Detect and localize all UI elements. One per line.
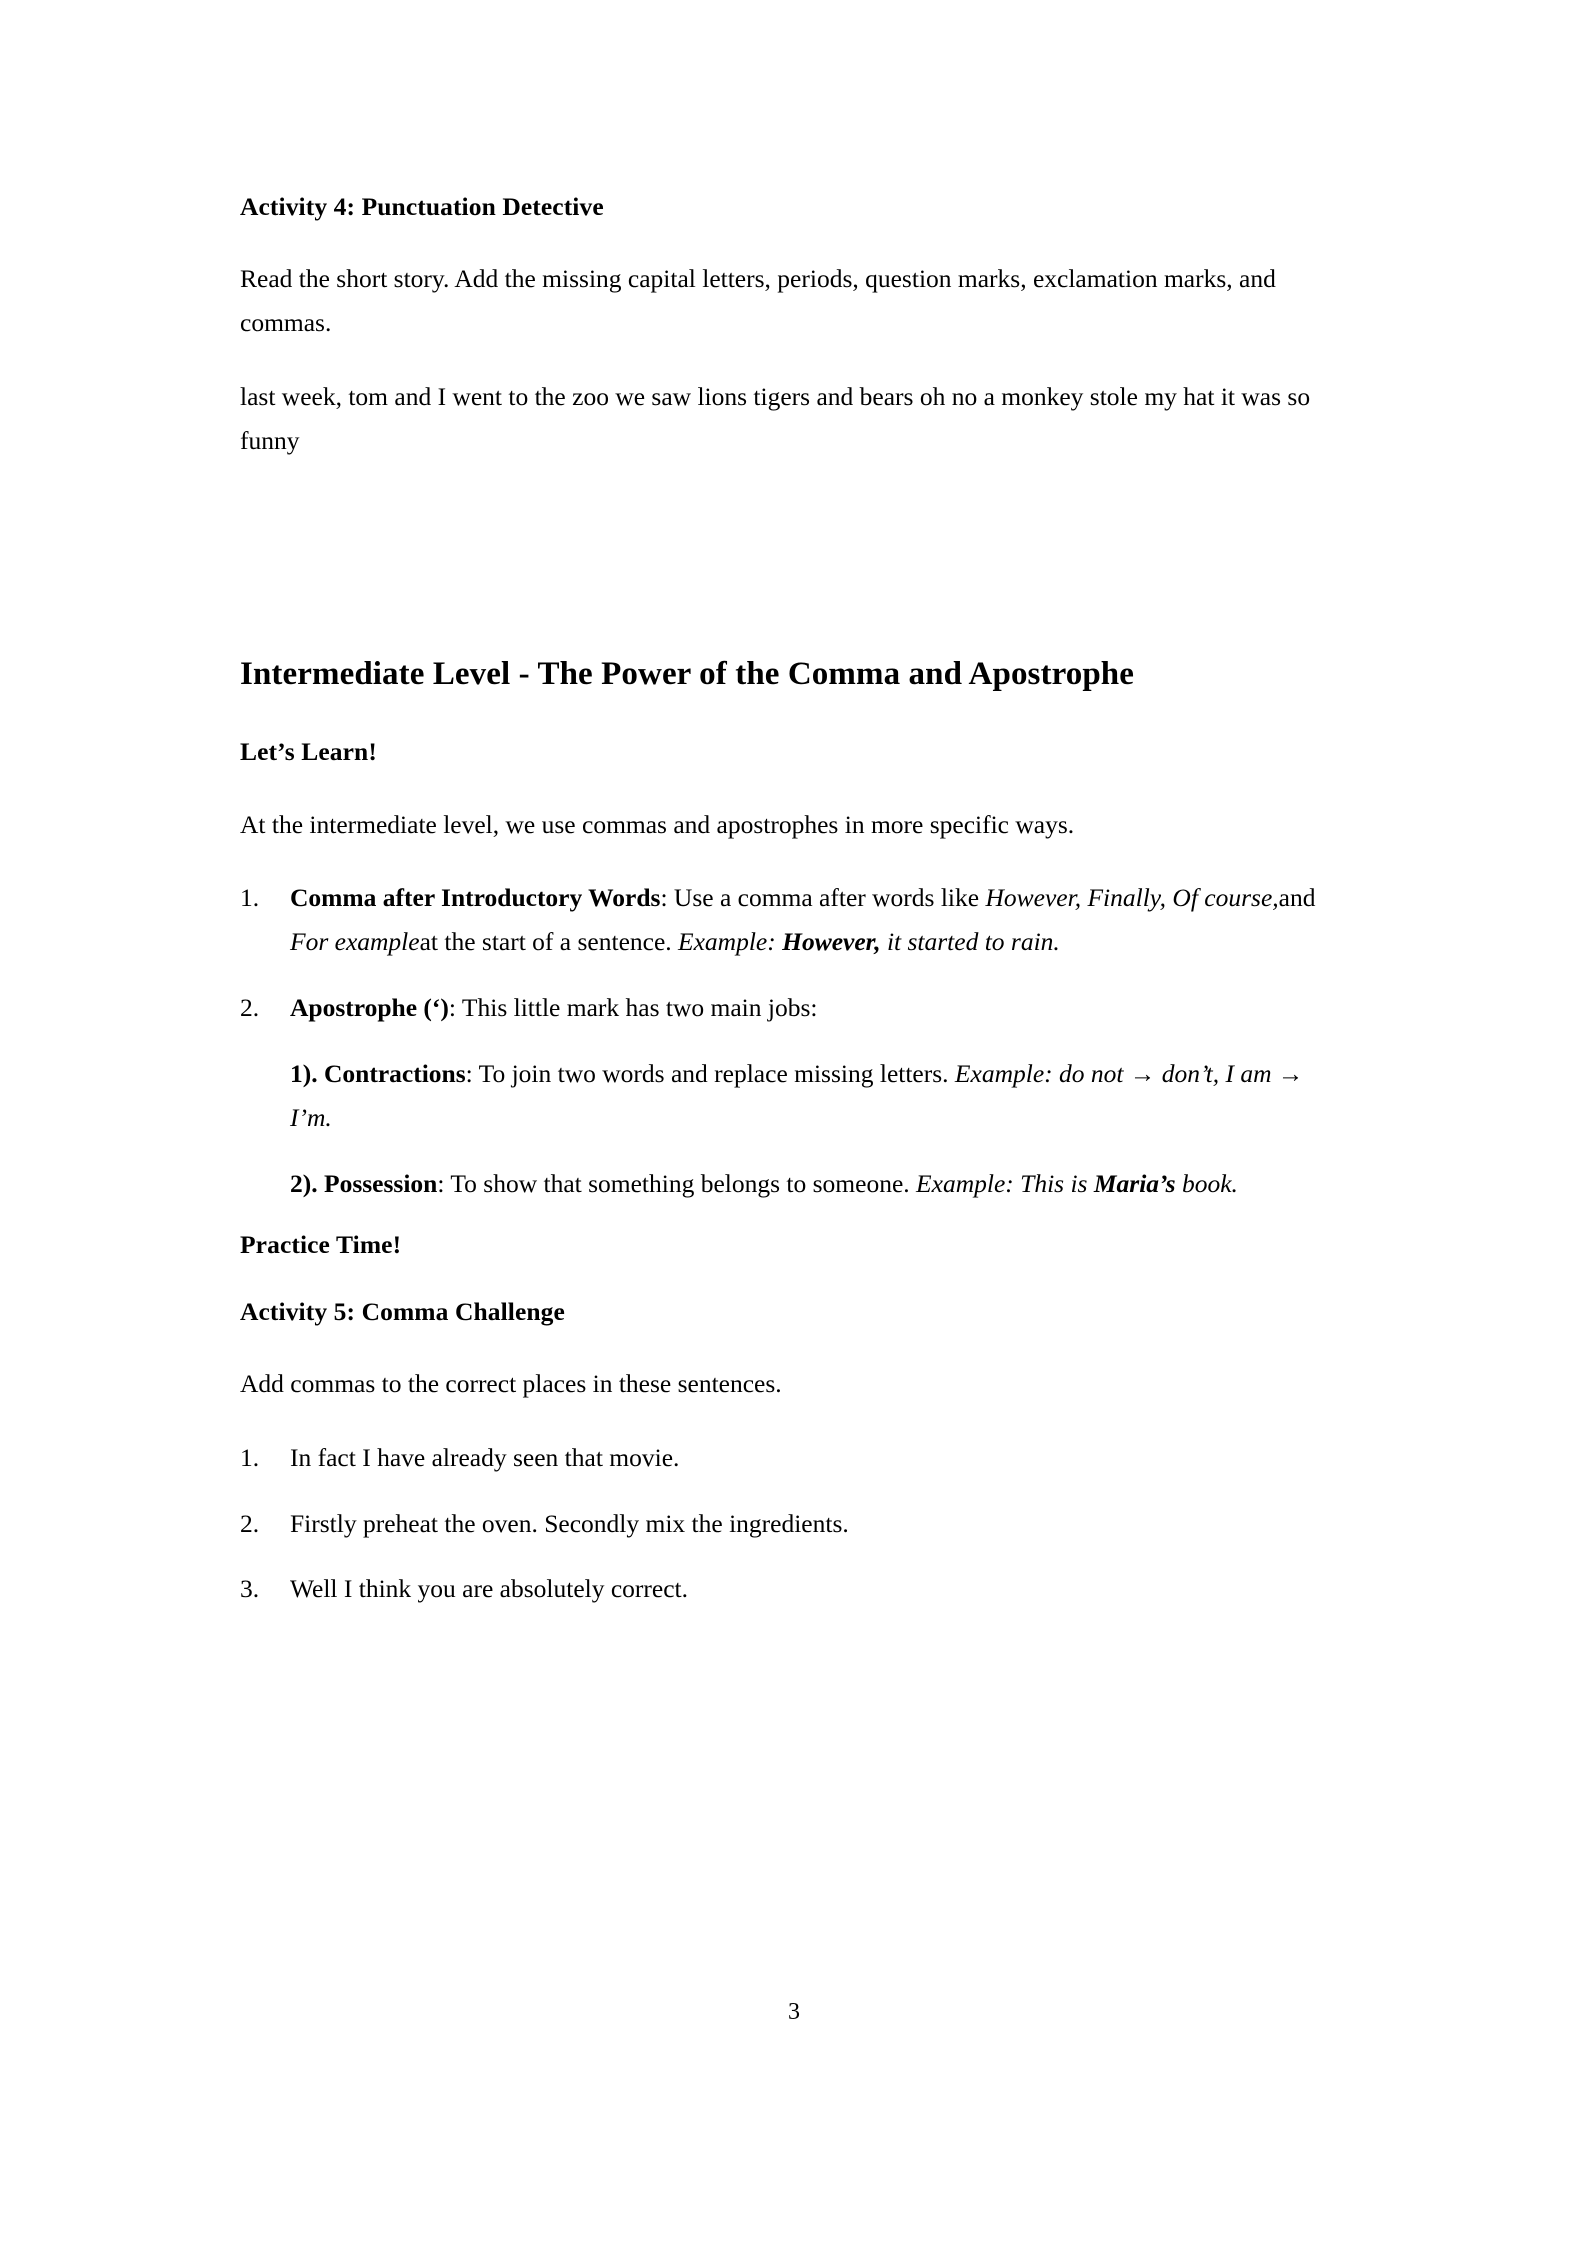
sub-rule-text: To join two words and replace missing letters. [478,1059,955,1089]
spacer [240,365,1325,375]
section-spacer [240,483,1325,653]
example-label: Example: [916,1168,1021,1198]
sub-rule-separator: : [437,1168,451,1198]
sub-rule-text: To show that something belongs to someone. [450,1168,917,1198]
page-content [240,190,1325,1633]
example-italic-b: book. [1175,1168,1238,1198]
list-item-text: Firstly preheat the oven. Secondly mix the ingredients. [290,1508,849,1538]
example-italic-text: do not → don’t, I am → I’m. [290,1059,1304,1132]
example-bold-italic-name: Maria’s [1093,1168,1176,1198]
list-marker: 2. [240,993,260,1023]
sub-rule-separator: : [465,1059,479,1089]
sub-rule-contractions [240,1052,1325,1140]
example-bold-word: However, [782,927,881,957]
list-marker: 1. [240,1442,260,1472]
sub-rule-marker-term: 1). [290,1059,318,1089]
list-item [240,1567,1325,1611]
rule-italic-examples: However, Finally, Of course, [985,883,1279,913]
list-item [240,986,1325,1030]
list-marker: 3. [240,1574,260,1604]
list-marker: 1. [240,883,260,913]
activity4-story-text: last week, tom and I went to the zoo we saw lions tigers and bears oh no a monkey stole my hat it was so funny [240,381,1311,455]
rule-text: Use a comma after words like [673,883,986,913]
sub-rule-term [318,1059,466,1088]
example-italic-a: This is [1020,1168,1094,1198]
list-item [240,1436,1325,1480]
example-rest: it started to rain. [880,927,1060,957]
sub-rule-term-text: Contractions [324,1059,466,1089]
sub-rule-term-text: Possession [324,1168,438,1198]
list-marker: 2. [240,1508,260,1538]
intermediate-rules-list [240,876,1325,1205]
activity5-list [240,1436,1325,1612]
spacer [240,1426,1325,1436]
activity4-heading: Activity 4: Punctuation Detective [240,192,604,221]
list-item [240,876,1325,964]
sub-rule-possession [240,1162,1325,1206]
activity5-instruction: Add commas to the correct places in these sentences. [240,1368,782,1398]
rule-text-tail: at the start of a sentence. [419,927,679,957]
rule-separator: : [448,993,462,1023]
list-item [240,1502,1325,1546]
rule-term: Apostrophe (‘) [290,993,449,1023]
rule-text-and: and [1278,883,1316,913]
practice-time-heading: Practice Time! [240,1229,402,1259]
page-number: 3 [788,1999,800,2025]
list-item-text: Well I think you are absolutely correct. [290,1574,689,1604]
sub-rule-marker-term: 2). [290,1168,318,1198]
rule-text: This little mark has two main jobs: [461,993,818,1023]
spacer [240,866,1325,876]
lets-learn-heading: Let’s Learn! [240,737,377,767]
example-label: Example: [678,927,783,957]
activity4-instruction: Read the short story. Add the missing capital letters, periods, question marks, exclamation marks, and commas. [240,264,1276,337]
list-item-text: In fact I have already seen that movie. [290,1442,680,1472]
activity5-heading: Activity 5: Comma Challenge [240,1296,565,1326]
sub-rule-term [318,1169,438,1198]
example-label: Example: [954,1059,1060,1089]
rule-italic-for-example: For example [290,927,420,957]
intermediate-intro: At the intermediate level, we use commas and apostrophes in more specific ways. [240,809,1075,839]
intermediate-level-heading: Intermediate Level - The Power of the Comma and Apostrophe [240,655,1134,692]
rule-separator: : [660,883,674,913]
rule-term: Comma after Introductory Words [290,883,661,913]
